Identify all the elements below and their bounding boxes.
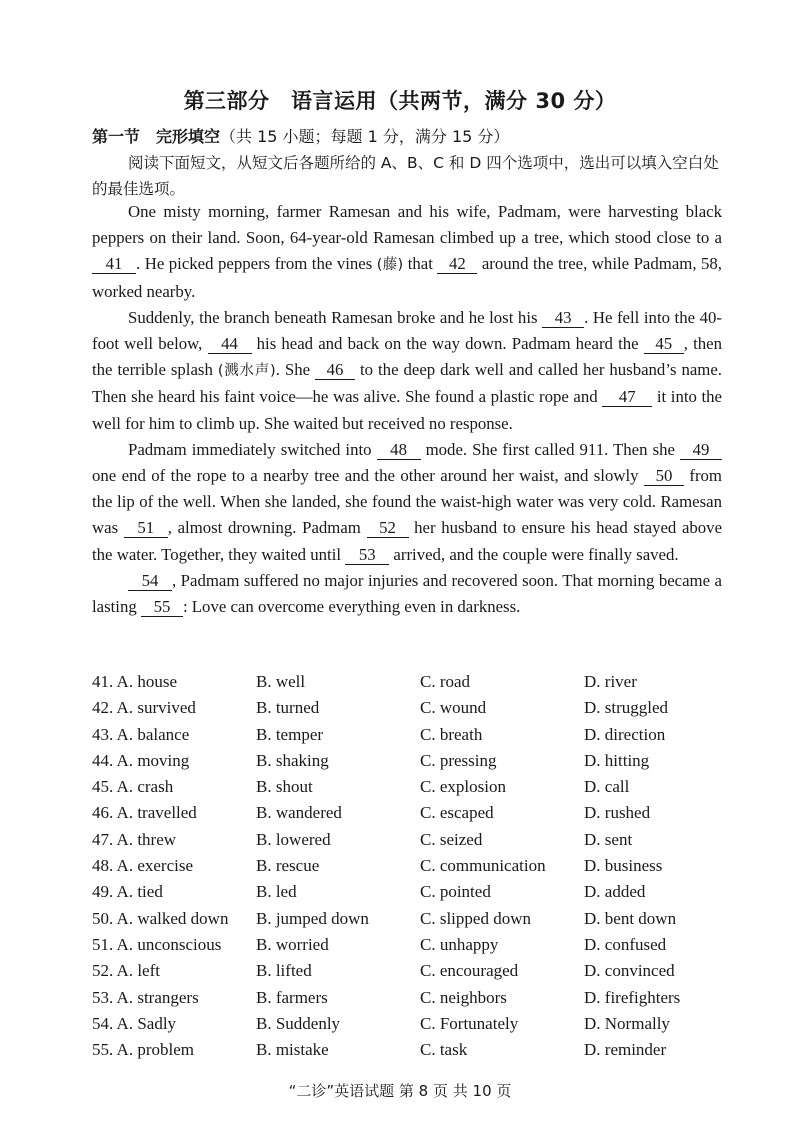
blank-54: 54 bbox=[128, 572, 172, 591]
option-d: D. rushed bbox=[584, 803, 651, 823]
question-row bbox=[92, 777, 732, 803]
option-a: 51. A. unconscious bbox=[92, 934, 222, 954]
option-a: 43. A. balance bbox=[92, 724, 190, 744]
question-row bbox=[92, 988, 732, 1014]
blank-53: 53 bbox=[345, 546, 389, 565]
option-c: C. communication bbox=[420, 856, 546, 876]
option-b: B. worried bbox=[256, 934, 329, 954]
blank-50: 50 bbox=[644, 467, 684, 486]
option-a: 42. A. survived bbox=[92, 698, 196, 718]
option-b: B. turned bbox=[256, 698, 320, 718]
option-a: 55. A. problem bbox=[92, 1040, 194, 1060]
option-d: D. hitting bbox=[584, 750, 650, 770]
option-d: D. confused bbox=[584, 934, 667, 954]
option-c: C. wound bbox=[420, 698, 487, 718]
option-c: C. escaped bbox=[420, 803, 494, 823]
option-d: D. Normally bbox=[584, 1013, 670, 1033]
option-d: D. convinced bbox=[584, 961, 675, 981]
question-row bbox=[92, 856, 732, 882]
option-b: B. led bbox=[256, 882, 297, 902]
option-c: C. seized bbox=[420, 829, 483, 849]
blank-55: 55 bbox=[141, 598, 183, 617]
option-a: 53. A. strangers bbox=[92, 987, 199, 1007]
option-c: C. task bbox=[420, 1040, 468, 1060]
option-a: 54. A. Sadly bbox=[92, 1013, 177, 1033]
option-b: B. jumped down bbox=[256, 908, 369, 928]
blank-46: 46 bbox=[315, 361, 355, 380]
passage-paragraph-2: Suddenly, the branch beneath Ramesan broke and he lost his 43 . He fell into the 40-foot well below, 44 his head and back on the way down. Padmam heard the 45 , then the terrible splash (溅水声). She 46 to the deep dark well and called her husband’s name. Then she heard his faint voice—he was alive. She found a plastic rope and 47 it into the well for him to climb up. She waited but received no response. bbox=[92, 307, 723, 433]
passage-paragraph-1: One misty morning, farmer Ramesan and his wife, Padmam, were harvesting black peppers on their land. Soon, 64-year-old Ramesan climbed up a tree, which stood close to a 41 . He picked peppers from the vines (藤) that 42 around the tree, while Padmam, 58, worked nearby. bbox=[92, 202, 722, 301]
option-d: D. call bbox=[584, 777, 630, 797]
question-row bbox=[92, 1040, 732, 1066]
option-b: B. shaking bbox=[256, 750, 329, 770]
option-c: C. pressing bbox=[420, 750, 497, 770]
option-a: 49. A. tied bbox=[92, 882, 163, 902]
section-note: （共 15 小题；每题 1 分，满分 15 分） bbox=[220, 127, 510, 146]
blank-41: 41 bbox=[92, 255, 136, 274]
option-a: 45. A. crash bbox=[92, 777, 174, 797]
option-d: D. bent down bbox=[584, 908, 677, 928]
question-row bbox=[92, 961, 732, 987]
section-label: 第一节 完形填空 bbox=[92, 127, 221, 146]
option-d: D. struggled bbox=[584, 698, 669, 718]
passage-paragraph-4: 54 , Padmam suffered no major injuries and recovered soon. That morning became a lasting 55 : Love can overcome everything even in darkness. bbox=[92, 570, 722, 617]
option-a: 50. A. walked down bbox=[92, 908, 229, 928]
question-row bbox=[92, 751, 732, 777]
option-c: C. slipped down bbox=[420, 908, 531, 928]
option-b: B. farmers bbox=[256, 987, 328, 1007]
option-a: 48. A. exercise bbox=[92, 856, 194, 876]
option-a: 41. A. house bbox=[92, 672, 177, 691]
option-c: C. neighbors bbox=[420, 987, 507, 1007]
option-a: 47. A. threw bbox=[92, 829, 177, 849]
option-d: D. added bbox=[584, 882, 646, 902]
blank-47: 47 bbox=[602, 388, 652, 407]
question-row bbox=[92, 803, 732, 829]
option-c: C. unhappy bbox=[420, 934, 499, 954]
instructions: 阅读下面短文，从短文后各题所给的 A、B、C 和 D 四个选项中，选出可以填入空白处的最佳选项。 bbox=[92, 154, 719, 198]
option-c: C. road bbox=[420, 672, 471, 691]
option-c: C. encouraged bbox=[420, 961, 519, 981]
option-c: C. Fortunately bbox=[420, 1013, 519, 1033]
page-footer: “二诊”英语试题 第 8 页 共 10 页 bbox=[288, 1082, 512, 1100]
option-b: B. lifted bbox=[256, 961, 312, 981]
cloze-passage bbox=[92, 199, 722, 620]
page-title: 第三部分 语言运用（共两节，满分 30 分） bbox=[183, 89, 617, 113]
blank-43: 43 bbox=[542, 309, 584, 328]
blank-48: 48 bbox=[377, 441, 421, 460]
option-a: 44. A. moving bbox=[92, 750, 190, 770]
question-row bbox=[92, 725, 732, 751]
option-d: D. firefighters bbox=[584, 987, 681, 1007]
blank-49: 49 bbox=[680, 441, 722, 460]
section-heading bbox=[92, 124, 509, 147]
option-d: D. direction bbox=[584, 724, 666, 744]
option-a: 52. A. left bbox=[92, 961, 160, 981]
option-c: C. breath bbox=[420, 724, 483, 744]
option-b: B. Suddenly bbox=[256, 1013, 341, 1033]
option-b: B. mistake bbox=[256, 1040, 329, 1060]
blank-52: 52 bbox=[367, 519, 409, 538]
blank-42: 42 bbox=[437, 255, 477, 274]
question-row bbox=[92, 882, 732, 908]
option-d: D. sent bbox=[584, 829, 633, 849]
option-c: C. explosion bbox=[420, 777, 506, 797]
blank-44: 44 bbox=[208, 335, 252, 354]
option-b: B. temper bbox=[256, 724, 324, 744]
option-d: D. business bbox=[584, 856, 663, 876]
option-d: D. reminder bbox=[584, 1040, 667, 1060]
answer-options bbox=[92, 672, 732, 1066]
option-d: D. river bbox=[584, 672, 637, 691]
option-a: 46. A. travelled bbox=[92, 803, 197, 823]
blank-51: 51 bbox=[124, 519, 168, 538]
question-row bbox=[92, 1014, 732, 1040]
question-row bbox=[92, 909, 732, 935]
option-b: B. shout bbox=[256, 777, 313, 797]
question-row bbox=[92, 830, 732, 856]
question-row bbox=[92, 698, 732, 724]
passage-paragraph-3: Padmam immediately switched into 48 mode. She first called 911. Then she 49 one end of the rope to a nearby tree and the other around her waist, and slowly 50 from the lip of the well. When she landed, she found the waist-high water was very cold. Ramesan was 51 , almost drowning. Padmam 52 her husband to ensure his head stayed above the water. Together, they waited until 53 arrived, and the couple were finally saved. bbox=[92, 439, 723, 564]
option-b: B. lowered bbox=[256, 829, 331, 849]
question-row bbox=[92, 935, 732, 961]
option-b: B. wandered bbox=[256, 803, 342, 823]
option-b: B. rescue bbox=[256, 856, 320, 876]
option-c: C. pointed bbox=[420, 882, 491, 902]
blank-45: 45 bbox=[644, 335, 684, 354]
option-b: B. well bbox=[256, 672, 306, 691]
question-row bbox=[92, 672, 732, 698]
